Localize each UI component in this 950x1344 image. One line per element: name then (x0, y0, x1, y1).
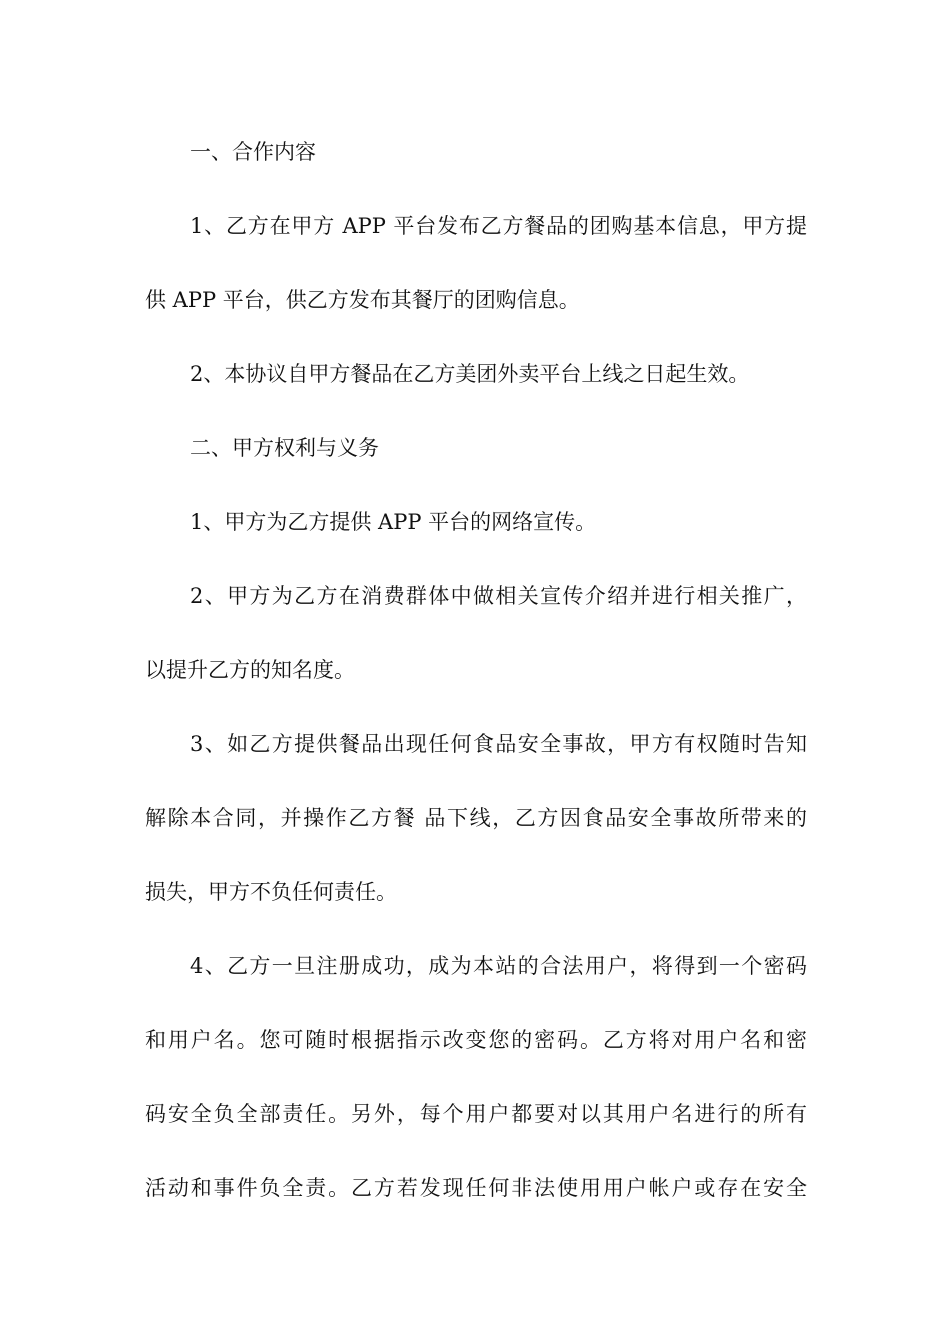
paragraph-line: 1、乙方在甲方 APP 平台发布乙方餐品的团购基本信息，甲方提 (190, 214, 807, 238)
paragraph-line: 解除本合同，并操作乙方餐 品下线，乙方因食品安全事故所带来的 (145, 806, 807, 830)
paragraph-line: 和用户名。您可随时根据指示改变您的密码。乙方将对用户名和密 (145, 1028, 807, 1052)
paragraph-line: 以提升乙方的知名度。 (145, 658, 355, 682)
paragraph-line: 1、甲方为乙方提供 APP 平台的网络宣传。 (190, 510, 597, 534)
paragraph-line: 2、甲方为乙方在消费群体中做相关宣传介绍并进行相关推广， (190, 584, 807, 608)
paragraph-line: 3、如乙方提供餐品出现任何食品安全事故，甲方有权随时告知 (190, 732, 807, 756)
paragraph-line: 2、本协议自甲方餐品在乙方美团外卖平台上线之日起生效。 (190, 362, 750, 386)
paragraph-line: 码安全负全部责任。另外，每个用户都要对以其用户名进行的所有 (145, 1102, 807, 1126)
paragraph-line: 损失，甲方不负任何责任。 (145, 880, 397, 904)
paragraph-line: 供 APP 平台，供乙方发布其餐厅的团购信息。 (145, 288, 580, 312)
section-heading-cooperation: 一、合作内容 (190, 140, 316, 164)
paragraph-line: 活动和事件负全责。乙方若发现任何非法使用用户帐户或存在安全 (145, 1176, 807, 1200)
paragraph-line: 4、乙方一旦注册成功，成为本站的合法用户，将得到一个密码 (190, 954, 807, 978)
section-heading-party-a-rights: 二、甲方权利与义务 (190, 436, 379, 460)
